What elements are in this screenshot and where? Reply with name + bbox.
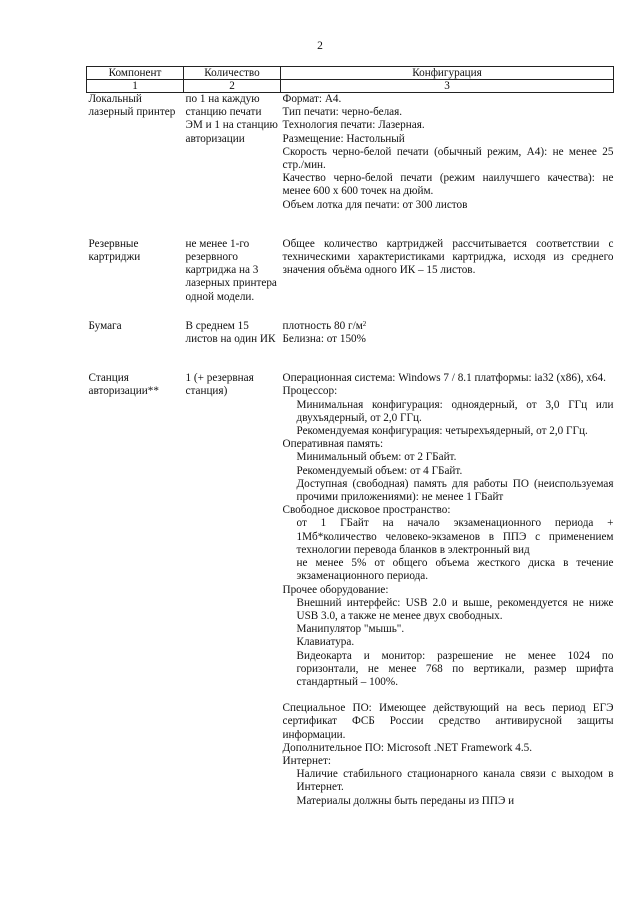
component-cell: Резервные картриджи [88,237,141,264]
special-software: Специальное ПО: Имеющее действующий на весь период ЕГЭ сертификат ФСБ России средство антивирусной защиты информации. [282,702,614,741]
header-row [87,67,614,80]
disk-req-2: не менее 5% от общего объема жесткого диска в течение экзаменационного периода. [296,557,614,583]
configuration-cell [281,372,614,808]
configuration-cell [281,238,614,304]
config-line: Размещение: Настольный [282,132,405,145]
internet-req-1: Наличие стабильного стационарного канала связи с выходом в Интернет. [296,768,614,794]
disk-label: Свободное дисковое пространство: [282,504,451,517]
cpu-label: Процессор: [282,385,338,398]
config-line: Качество черно-белой печати (режим наилучшего качества): не менее 600 х 600 точек на дюйм. [282,172,614,198]
density-superscript: 2 [362,319,367,328]
table-row-printer [87,93,614,212]
table-row-paper [87,320,614,346]
quantity-cell: 1 (+ резервная станция) [185,372,254,398]
ram-label: Оперативная память: [282,438,384,451]
ram-min: Минимальный объем: от 2 ГБайт. [296,451,457,464]
page-number: 2 [317,40,323,52]
header-quantity: Количество [184,67,281,80]
column-number-3: 3 [281,80,614,93]
blank-line [283,689,614,702]
component-cell: Локальный лазерный принтер [88,93,176,119]
density-text: плотность 80 г/м [282,319,363,332]
row-spacer [87,346,614,372]
config-line: Тип печати: черно-белая. [282,106,403,119]
paper-density [283,320,614,333]
quantity-cell: В среднем 15 листов на один ИК [185,319,276,346]
other-label: Прочее оборудование: [282,583,389,596]
header-configuration: Конфигурация [281,67,614,80]
config-line: Технология печати: Лазерная. [282,119,425,132]
other-mouse: Манипулятор "мышь". [296,623,405,636]
other-keyboard: Клавиатура. [296,636,355,649]
paper-whiteness: Белизна: от 150% [282,333,366,346]
requirements-table [86,66,614,808]
internet-label: Интернет: [282,754,331,767]
config-text: Общее количество картриджей рассчитывается соответствии с техническими характеристиками картриджа, исходя из среднего значения объёма одного ИК – 15 листов. [282,237,614,277]
extra-software: Дополнительное ПО: Microsoft .NET Framework 4.5. [282,741,533,754]
quantity-cell: не менее 1-го резервного картриджа на 3 лазерных принтера одной модели. [185,237,277,303]
component-cell: Станция авторизации** [88,372,159,398]
row-spacer [87,212,614,238]
config-line: Скорость черно-белой печати (обычный режим, А4): не менее 25 стр./мин. [282,145,614,172]
config-line: Формат: А4. [282,93,342,105]
config-line: Объем лотка для печати: от 300 листов [282,198,468,211]
os-line: Операционная система: Windows 7 / 8.1 платформы: ia32 (x86), x64. [282,372,606,385]
quantity-cell: по 1 на каждую станцию печати ЭМ и 1 на станцию авторизации [185,93,278,145]
component-cell: Бумага [88,319,122,332]
column-number-1: 1 [87,80,184,93]
cpu-rec: Рекомендуемая конфигурация: четырехъядерный, от 2,0 ГГц. [296,425,588,438]
internet-req-2: Материалы должны быть переданы из ППЭ и [296,794,515,807]
table-row-auth-station [87,372,614,808]
row-spacer [87,304,614,320]
header-component: Компонент [87,67,184,80]
configuration-cell [281,320,614,346]
column-number-2: 2 [184,80,281,93]
other-usb: Внешний интерфейс: USB 2.0 и выше, рекомендуется не ниже USB 3.0, а также не менее двух свободных. [296,596,614,622]
disk-req-1: от 1 ГБайт на начало экзаменационного периода + 1Мб*количество человеко-экзаменов в ППЭ с применением технологии перевода бланков в электронный вид [296,517,614,556]
column-number-row [87,80,614,93]
other-video: Видеокарта и монитор: разрешение не менее 1024 по горизонтали, не менее 768 по вертикали, размер шрифта стандартный – 100%. [296,649,614,688]
cpu-min: Минимальная конфигурация: одноядерный, от 3,0 ГГц или двухъядерный, от 2,0 ГГц. [296,398,614,424]
table-row-cartridges [87,238,614,304]
ram-free: Доступная (свободная) память для работы ПО (неиспользуемая прочими приложениями): не менее 1 ГБайт [296,477,614,504]
ram-rec: Рекомендуемый объем: от 4 ГБайт. [296,464,463,477]
configuration-cell [281,93,614,212]
